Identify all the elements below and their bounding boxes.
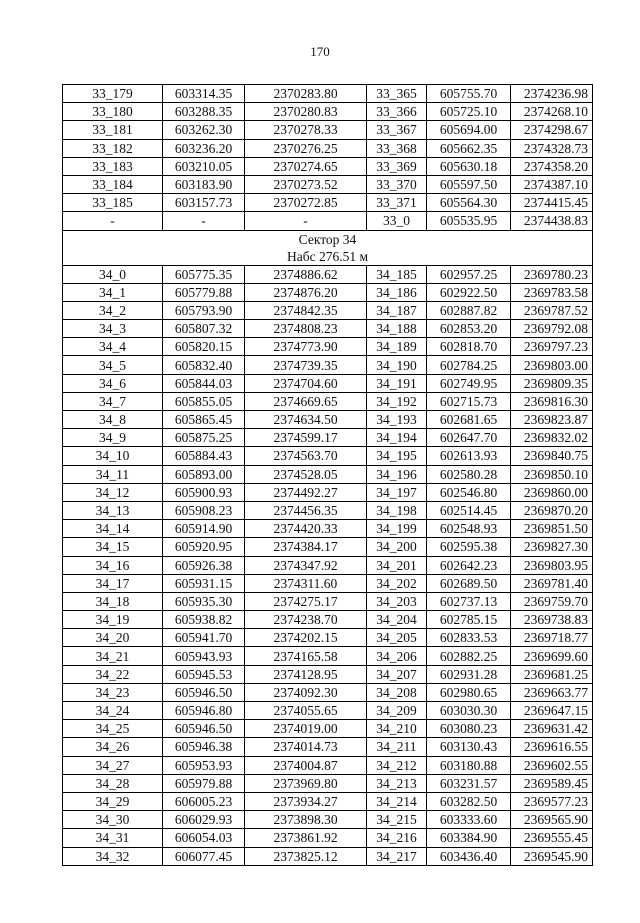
x-coordinate-cell: 603314.35: [163, 85, 245, 103]
x-coordinate-cell: 603030.30: [427, 702, 511, 720]
point-id-cell: 34_210: [367, 720, 427, 738]
x-coordinate-cell: 602595.38: [427, 538, 511, 556]
point-id-cell: 34_208: [367, 683, 427, 701]
y-coordinate-cell: 2374876.20: [245, 283, 367, 301]
y-coordinate-cell: 2369870.20: [511, 501, 593, 519]
y-coordinate-cell: 2369860.00: [511, 483, 593, 501]
table-row: [63, 429, 593, 447]
y-coordinate-cell: 2369565.90: [511, 811, 593, 829]
y-coordinate-cell: 2369631.42: [511, 720, 593, 738]
point-id-cell: 34_185: [367, 265, 427, 283]
x-coordinate-cell: 602580.28: [427, 465, 511, 483]
point-id-cell: 34_206: [367, 647, 427, 665]
sector-height-label: Набс 276.51 м: [286, 248, 369, 264]
y-coordinate-cell: 2374275.17: [245, 592, 367, 610]
y-coordinate-cell: 2369759.70: [511, 592, 593, 610]
x-coordinate-cell: 605694.00: [427, 121, 511, 139]
y-coordinate-cell: 2369816.30: [511, 392, 593, 410]
x-coordinate-cell: 605946.50: [163, 683, 245, 701]
point-id-cell: 34_202: [367, 574, 427, 592]
y-coordinate-cell: 2374092.30: [245, 683, 367, 701]
x-coordinate-cell: 605943.93: [163, 647, 245, 665]
x-coordinate-cell: 605914.90: [163, 520, 245, 538]
x-coordinate-cell: 602980.65: [427, 683, 511, 701]
table-row: [63, 356, 593, 374]
point-id-cell: 34_0: [63, 265, 163, 283]
x-coordinate-cell: 603436.40: [427, 847, 511, 865]
y-coordinate-cell: 2374004.87: [245, 756, 367, 774]
y-coordinate-cell: -: [245, 212, 367, 230]
x-coordinate-cell: 606054.03: [163, 829, 245, 847]
y-coordinate-cell: 2369783.58: [511, 283, 593, 301]
y-coordinate-cell: 2374842.35: [245, 301, 367, 319]
x-coordinate-cell: 603180.88: [427, 756, 511, 774]
point-id-cell: 34_13: [63, 501, 163, 519]
y-coordinate-cell: 2369797.23: [511, 338, 593, 356]
table-row: [63, 85, 593, 103]
table-row: [63, 483, 593, 501]
y-coordinate-cell: 2374347.92: [245, 556, 367, 574]
x-coordinate-cell: 605820.15: [163, 338, 245, 356]
point-id-cell: 34_205: [367, 629, 427, 647]
table-row: [63, 592, 593, 610]
y-coordinate-cell: 2369850.10: [511, 465, 593, 483]
y-coordinate-cell: 2369589.45: [511, 774, 593, 792]
y-coordinate-cell: 2370273.52: [245, 175, 367, 193]
y-coordinate-cell: 2374528.05: [245, 465, 367, 483]
point-id-cell: 34_15: [63, 538, 163, 556]
point-id-cell: 34_204: [367, 611, 427, 629]
x-coordinate-cell: 602784.25: [427, 356, 511, 374]
x-coordinate-cell: 602689.50: [427, 574, 511, 592]
point-id-cell: 34_190: [367, 356, 427, 374]
table-row: [63, 301, 593, 319]
sector-header-cell: [63, 230, 593, 265]
y-coordinate-cell: 2369792.08: [511, 320, 593, 338]
point-id-cell: 33_368: [367, 139, 427, 157]
point-id-cell: 34_197: [367, 483, 427, 501]
y-coordinate-cell: 2374328.73: [511, 139, 593, 157]
y-coordinate-cell: 2374808.23: [245, 320, 367, 338]
y-coordinate-cell: 2374492.27: [245, 483, 367, 501]
point-id-cell: 34_207: [367, 665, 427, 683]
point-id-cell: 34_214: [367, 792, 427, 810]
x-coordinate-cell: 605953.93: [163, 756, 245, 774]
table-row: [63, 829, 593, 847]
point-id-cell: 33_180: [63, 103, 163, 121]
x-coordinate-cell: 605875.25: [163, 429, 245, 447]
table-row: [63, 847, 593, 865]
table-row: [63, 374, 593, 392]
point-id-cell: 34_212: [367, 756, 427, 774]
point-id-cell: 34_189: [367, 338, 427, 356]
x-coordinate-cell: 605662.35: [427, 139, 511, 157]
y-coordinate-cell: 2369803.95: [511, 556, 593, 574]
point-id-cell: 34_1: [63, 283, 163, 301]
point-id-cell: 34_19: [63, 611, 163, 629]
point-id-cell: 34_3: [63, 320, 163, 338]
x-coordinate-cell: 603157.73: [163, 194, 245, 212]
x-coordinate-cell: 602931.28: [427, 665, 511, 683]
y-coordinate-cell: 2369718.77: [511, 629, 593, 647]
x-coordinate-cell: 605725.10: [427, 103, 511, 121]
y-coordinate-cell: 2374298.67: [511, 121, 593, 139]
point-id-cell: 34_199: [367, 520, 427, 538]
y-coordinate-cell: 2370283.80: [245, 85, 367, 103]
table-row: [63, 774, 593, 792]
point-id-cell: 34_5: [63, 356, 163, 374]
y-coordinate-cell: 2374019.00: [245, 720, 367, 738]
x-coordinate-cell: 603080.23: [427, 720, 511, 738]
point-id-cell: 34_201: [367, 556, 427, 574]
point-id-cell: 34_21: [63, 647, 163, 665]
x-coordinate-cell: 605941.70: [163, 629, 245, 647]
y-coordinate-cell: 2369780.23: [511, 265, 593, 283]
x-coordinate-cell: 605908.23: [163, 501, 245, 519]
point-id-cell: 34_217: [367, 847, 427, 865]
table-row: [63, 265, 593, 283]
point-id-cell: 34_7: [63, 392, 163, 410]
y-coordinate-cell: 2374384.17: [245, 538, 367, 556]
x-coordinate-cell: 605855.05: [163, 392, 245, 410]
y-coordinate-cell: 2369738.83: [511, 611, 593, 629]
x-coordinate-cell: 602548.93: [427, 520, 511, 538]
table-row: [63, 538, 593, 556]
sector-header-row: [63, 230, 593, 265]
point-id-cell: 34_16: [63, 556, 163, 574]
y-coordinate-cell: 2369555.45: [511, 829, 593, 847]
point-id-cell: 34_24: [63, 702, 163, 720]
table-row: [63, 520, 593, 538]
point-id-cell: 33_365: [367, 85, 427, 103]
table-row: [63, 556, 593, 574]
y-coordinate-cell: 2369809.35: [511, 374, 593, 392]
point-id-cell: 34_2: [63, 301, 163, 319]
point-id-cell: 33_179: [63, 85, 163, 103]
y-coordinate-cell: 2370276.25: [245, 139, 367, 157]
point-id-cell: 34_216: [367, 829, 427, 847]
x-coordinate-cell: 602647.70: [427, 429, 511, 447]
y-coordinate-cell: 2374456.35: [245, 501, 367, 519]
point-id-cell: 34_209: [367, 702, 427, 720]
y-coordinate-cell: 2374739.35: [245, 356, 367, 374]
y-coordinate-cell: 2373969.80: [245, 774, 367, 792]
x-coordinate-cell: 605926.38: [163, 556, 245, 574]
point-id-cell: 34_196: [367, 465, 427, 483]
point-id-cell: 34_23: [63, 683, 163, 701]
table-row: [63, 720, 593, 738]
table-row: [63, 175, 593, 193]
table-row: [63, 665, 593, 683]
point-id-cell: 34_4: [63, 338, 163, 356]
x-coordinate-cell: 602613.93: [427, 447, 511, 465]
y-coordinate-cell: 2370272.85: [245, 194, 367, 212]
table-row: [63, 320, 593, 338]
x-coordinate-cell: 605893.00: [163, 465, 245, 483]
y-coordinate-cell: 2370278.33: [245, 121, 367, 139]
point-id-cell: -: [63, 212, 163, 230]
table-row: [63, 647, 593, 665]
point-id-cell: 33_181: [63, 121, 163, 139]
y-coordinate-cell: 2374311.60: [245, 574, 367, 592]
y-coordinate-cell: 2369699.60: [511, 647, 593, 665]
x-coordinate-cell: 602957.25: [427, 265, 511, 283]
x-coordinate-cell: 605832.40: [163, 356, 245, 374]
y-coordinate-cell: 2369602.55: [511, 756, 593, 774]
x-coordinate-cell: 602546.80: [427, 483, 511, 501]
x-coordinate-cell: 605900.93: [163, 483, 245, 501]
point-id-cell: 33_369: [367, 157, 427, 175]
x-coordinate-cell: 605931.15: [163, 574, 245, 592]
point-id-cell: 34_26: [63, 738, 163, 756]
point-id-cell: 34_10: [63, 447, 163, 465]
table-row: [63, 447, 593, 465]
table-row: [63, 411, 593, 429]
y-coordinate-cell: 2374238.70: [245, 611, 367, 629]
point-id-cell: 33_366: [367, 103, 427, 121]
x-coordinate-cell: 605865.45: [163, 411, 245, 429]
x-coordinate-cell: 602785.15: [427, 611, 511, 629]
y-coordinate-cell: 2369840.75: [511, 447, 593, 465]
y-coordinate-cell: 2369827.30: [511, 538, 593, 556]
point-id-cell: 33_367: [367, 121, 427, 139]
point-id-cell: 34_22: [63, 665, 163, 683]
y-coordinate-cell: 2374387.10: [511, 175, 593, 193]
y-coordinate-cell: 2374420.33: [245, 520, 367, 538]
point-id-cell: 34_27: [63, 756, 163, 774]
sector-title: Сектор 34: [298, 231, 357, 247]
y-coordinate-cell: 2369663.77: [511, 683, 593, 701]
x-coordinate-cell: 605807.32: [163, 320, 245, 338]
y-coordinate-cell: 2369545.90: [511, 847, 593, 865]
y-coordinate-cell: 2369823.87: [511, 411, 593, 429]
x-coordinate-cell: 605793.90: [163, 301, 245, 319]
x-coordinate-cell: 602922.50: [427, 283, 511, 301]
table-row: [63, 194, 593, 212]
point-id-cell: 34_30: [63, 811, 163, 829]
y-coordinate-cell: 2373825.12: [245, 847, 367, 865]
x-coordinate-cell: 605979.88: [163, 774, 245, 792]
point-id-cell: 34_198: [367, 501, 427, 519]
x-coordinate-cell: 602853.20: [427, 320, 511, 338]
y-coordinate-cell: 2369781.40: [511, 574, 593, 592]
point-id-cell: 34_188: [367, 320, 427, 338]
y-coordinate-cell: 2369681.25: [511, 665, 593, 683]
y-coordinate-cell: 2369832.02: [511, 429, 593, 447]
coordinates-table: [62, 84, 593, 866]
point-id-cell: 34_211: [367, 738, 427, 756]
point-id-cell: 33_184: [63, 175, 163, 193]
point-id-cell: 34_20: [63, 629, 163, 647]
point-id-cell: 33_183: [63, 157, 163, 175]
table-row: [63, 629, 593, 647]
x-coordinate-cell: 605945.53: [163, 665, 245, 683]
y-coordinate-cell: 2374886.62: [245, 265, 367, 283]
x-coordinate-cell: 605946.38: [163, 738, 245, 756]
table-row: [63, 756, 593, 774]
x-coordinate-cell: 602833.53: [427, 629, 511, 647]
y-coordinate-cell: 2374268.10: [511, 103, 593, 121]
point-id-cell: 34_8: [63, 411, 163, 429]
y-coordinate-cell: 2373861.92: [245, 829, 367, 847]
x-coordinate-cell: 602887.82: [427, 301, 511, 319]
x-coordinate-cell: 605938.82: [163, 611, 245, 629]
point-id-cell: 34_29: [63, 792, 163, 810]
y-coordinate-cell: 2369577.23: [511, 792, 593, 810]
y-coordinate-cell: 2374014.73: [245, 738, 367, 756]
y-coordinate-cell: 2370274.65: [245, 157, 367, 175]
table-row: [63, 574, 593, 592]
x-coordinate-cell: 603288.35: [163, 103, 245, 121]
x-coordinate-cell: 602737.13: [427, 592, 511, 610]
x-coordinate-cell: 605597.50: [427, 175, 511, 193]
y-coordinate-cell: 2374438.83: [511, 212, 593, 230]
y-coordinate-cell: 2374634.50: [245, 411, 367, 429]
table-row: [63, 792, 593, 810]
point-id-cell: 34_25: [63, 720, 163, 738]
point-id-cell: 34_6: [63, 374, 163, 392]
y-coordinate-cell: 2374202.15: [245, 629, 367, 647]
point-id-cell: 34_191: [367, 374, 427, 392]
x-coordinate-cell: 603282.50: [427, 792, 511, 810]
page-number: 170: [310, 44, 330, 59]
point-id-cell: 34_32: [63, 847, 163, 865]
table-row: [63, 338, 593, 356]
point-id-cell: 34_186: [367, 283, 427, 301]
x-coordinate-cell: 605564.30: [427, 194, 511, 212]
y-coordinate-cell: 2374599.17: [245, 429, 367, 447]
x-coordinate-cell: 603236.20: [163, 139, 245, 157]
point-id-cell: 34_193: [367, 411, 427, 429]
x-coordinate-cell: 602681.65: [427, 411, 511, 429]
point-id-cell: 33_182: [63, 139, 163, 157]
y-coordinate-cell: 2369616.55: [511, 738, 593, 756]
table-row: [63, 103, 593, 121]
x-coordinate-cell: 603333.60: [427, 811, 511, 829]
y-coordinate-cell: 2369803.00: [511, 356, 593, 374]
y-coordinate-cell: 2374563.70: [245, 447, 367, 465]
x-coordinate-cell: 603262.30: [163, 121, 245, 139]
table-row: [63, 121, 593, 139]
point-id-cell: 33_185: [63, 194, 163, 212]
x-coordinate-cell: 603210.05: [163, 157, 245, 175]
point-id-cell: 34_203: [367, 592, 427, 610]
x-coordinate-cell: 605946.50: [163, 720, 245, 738]
x-coordinate-cell: 602642.23: [427, 556, 511, 574]
y-coordinate-cell: 2374669.65: [245, 392, 367, 410]
y-coordinate-cell: 2374165.58: [245, 647, 367, 665]
point-id-cell: 34_213: [367, 774, 427, 792]
point-id-cell: 33_370: [367, 175, 427, 193]
point-id-cell: 34_194: [367, 429, 427, 447]
x-coordinate-cell: 605755.70: [427, 85, 511, 103]
point-id-cell: 34_187: [367, 301, 427, 319]
point-id-cell: 34_192: [367, 392, 427, 410]
x-coordinate-cell: 606077.45: [163, 847, 245, 865]
x-coordinate-cell: -: [163, 212, 245, 230]
coordinates-table-top-section: [63, 85, 593, 231]
point-id-cell: 34_200: [367, 538, 427, 556]
y-coordinate-cell: 2373898.30: [245, 811, 367, 829]
x-coordinate-cell: 605844.03: [163, 374, 245, 392]
x-coordinate-cell: 605775.35: [163, 265, 245, 283]
x-coordinate-cell: 602882.25: [427, 647, 511, 665]
x-coordinate-cell: 605535.95: [427, 212, 511, 230]
table-row: [63, 139, 593, 157]
point-id-cell: 34_14: [63, 520, 163, 538]
x-coordinate-cell: 602818.70: [427, 338, 511, 356]
coordinates-table-bottom-section: [63, 265, 593, 865]
point-id-cell: 34_215: [367, 811, 427, 829]
x-coordinate-cell: 606005.23: [163, 792, 245, 810]
y-coordinate-cell: 2369787.52: [511, 301, 593, 319]
y-coordinate-cell: 2374773.90: [245, 338, 367, 356]
table-row: [63, 283, 593, 301]
x-coordinate-cell: 605630.18: [427, 157, 511, 175]
point-id-cell: 34_9: [63, 429, 163, 447]
y-coordinate-cell: 2369851.50: [511, 520, 593, 538]
point-id-cell: 34_28: [63, 774, 163, 792]
x-coordinate-cell: 603231.57: [427, 774, 511, 792]
point-id-cell: 34_18: [63, 592, 163, 610]
y-coordinate-cell: 2374128.95: [245, 665, 367, 683]
table-row: [63, 611, 593, 629]
y-coordinate-cell: 2369647.15: [511, 702, 593, 720]
point-id-cell: 34_11: [63, 465, 163, 483]
point-id-cell: 34_31: [63, 829, 163, 847]
table-row: [63, 157, 593, 175]
table-row: [63, 738, 593, 756]
x-coordinate-cell: 602715.73: [427, 392, 511, 410]
table-row: [63, 465, 593, 483]
table-row: [63, 212, 593, 230]
point-id-cell: 34_195: [367, 447, 427, 465]
x-coordinate-cell: 606029.93: [163, 811, 245, 829]
y-coordinate-cell: 2374055.65: [245, 702, 367, 720]
y-coordinate-cell: 2374358.20: [511, 157, 593, 175]
y-coordinate-cell: 2374415.45: [511, 194, 593, 212]
x-coordinate-cell: 602749.95: [427, 374, 511, 392]
x-coordinate-cell: 605946.80: [163, 702, 245, 720]
sector-header-section: [63, 230, 593, 265]
point-id-cell: 34_17: [63, 574, 163, 592]
point-id-cell: 34_12: [63, 483, 163, 501]
x-coordinate-cell: 602514.45: [427, 501, 511, 519]
x-coordinate-cell: 605779.88: [163, 283, 245, 301]
x-coordinate-cell: 605884.43: [163, 447, 245, 465]
x-coordinate-cell: 603183.90: [163, 175, 245, 193]
table-row: [63, 683, 593, 701]
y-coordinate-cell: 2374704.60: [245, 374, 367, 392]
table-row: [63, 702, 593, 720]
y-coordinate-cell: 2374236.98: [511, 85, 593, 103]
table-row: [63, 811, 593, 829]
point-id-cell: 33_371: [367, 194, 427, 212]
table-row: [63, 501, 593, 519]
x-coordinate-cell: 603130.43: [427, 738, 511, 756]
point-id-cell: 33_0: [367, 212, 427, 230]
table-row: [63, 392, 593, 410]
x-coordinate-cell: 605935.30: [163, 592, 245, 610]
y-coordinate-cell: 2370280.83: [245, 103, 367, 121]
x-coordinate-cell: 603384.90: [427, 829, 511, 847]
y-coordinate-cell: 2373934.27: [245, 792, 367, 810]
x-coordinate-cell: 605920.95: [163, 538, 245, 556]
